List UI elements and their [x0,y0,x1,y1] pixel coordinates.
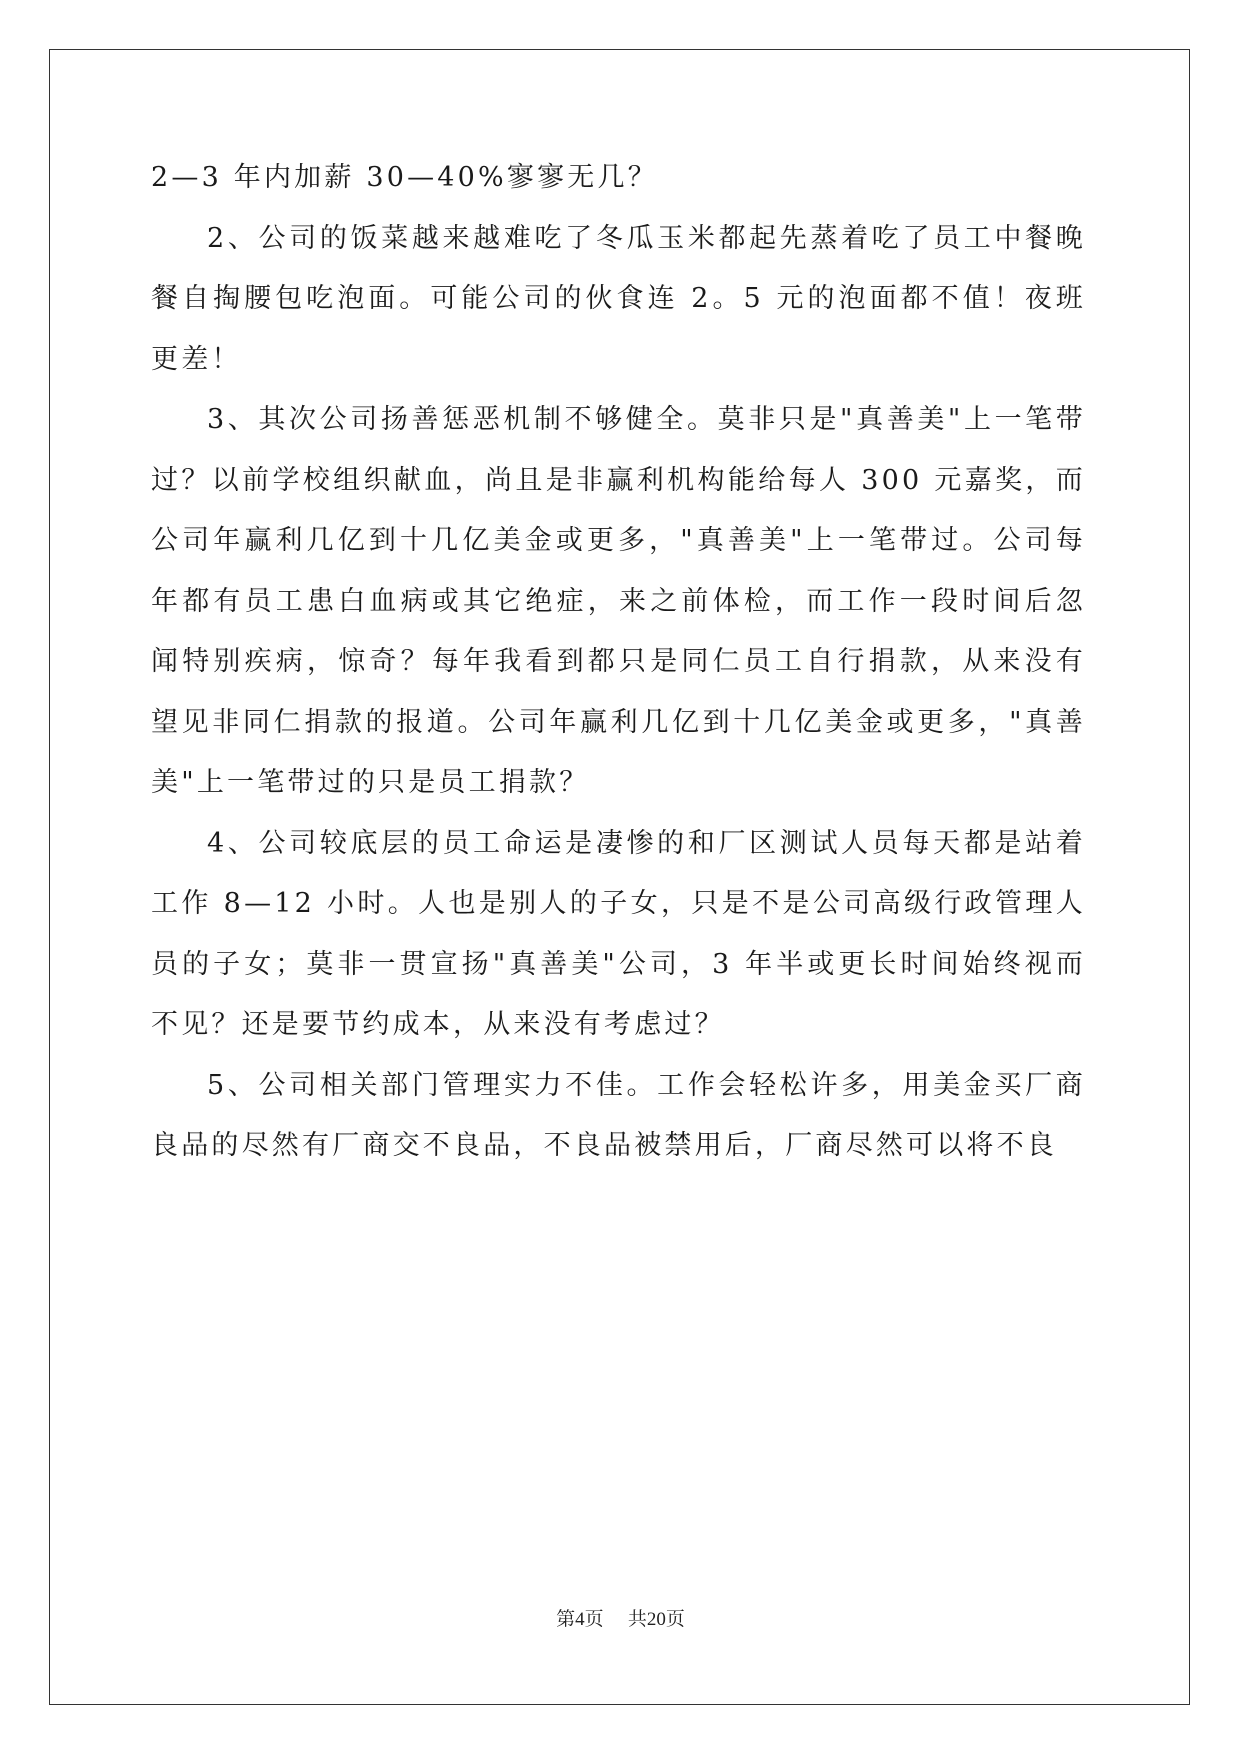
current-page-number: 4 [575,1609,585,1630]
total-page-number: 20 [646,1609,666,1630]
document-body [151,148,1086,1177]
footer-suffix: 页 [665,1608,685,1630]
page-footer [0,1604,1241,1631]
paragraph-2: 2、公司的饭菜越来越难吃了冬瓜玉米都起先蒸着吃了员工中餐晚餐自掏腰包吃泡面。可能公司的伙食连 2。5 元的泡面都不值！夜班更差！ [151,222,1086,375]
paragraph-5: 5、公司相关部门管理实力不佳。工作会轻松许多，用美金买厂商良品的尽然有厂商交不良品，不良品被禁用后，厂商尽然可以将不良 [151,1069,1086,1161]
paragraph-1: 2—3 年内加薪 30—40%寥寥无几？ [151,162,658,193]
footer-prefix: 第 [556,1608,576,1630]
footer-middle: 页 共 [584,1608,647,1630]
paragraph-3: 3、其次公司扬善惩恶机制不够健全。莫非只是"真善美"上一笔带过？以前学校组织献血，尚且是非赢利机构能给每人 300 元嘉奖，而公司年赢利几亿到十几亿美金或更多，"真善美"上一笔带过。公司每年都有员工患白血病或其它绝症，来之前体检，而工作一段时间后忽闻特别疾病，惊奇？每年我看到都只是同仁员工自行捐款，从来没有望见非同仁捐款的报道。公司年赢利几亿到十几亿美金或更多，"真善美"上一笔带过的只是员工捐款？ [151,404,1086,798]
paragraph-4: 4、公司较底层的员工命运是凄惨的和厂区测试人员每天都是站着工作 8—12 小时。人也是别人的子女，只是不是公司高级行政管理人员的子女；莫非一贯宣扬"真善美"公司，3 年半或更长时间始终视而不见？还是要节约成本，从来没有考虑过？ [151,827,1086,1040]
